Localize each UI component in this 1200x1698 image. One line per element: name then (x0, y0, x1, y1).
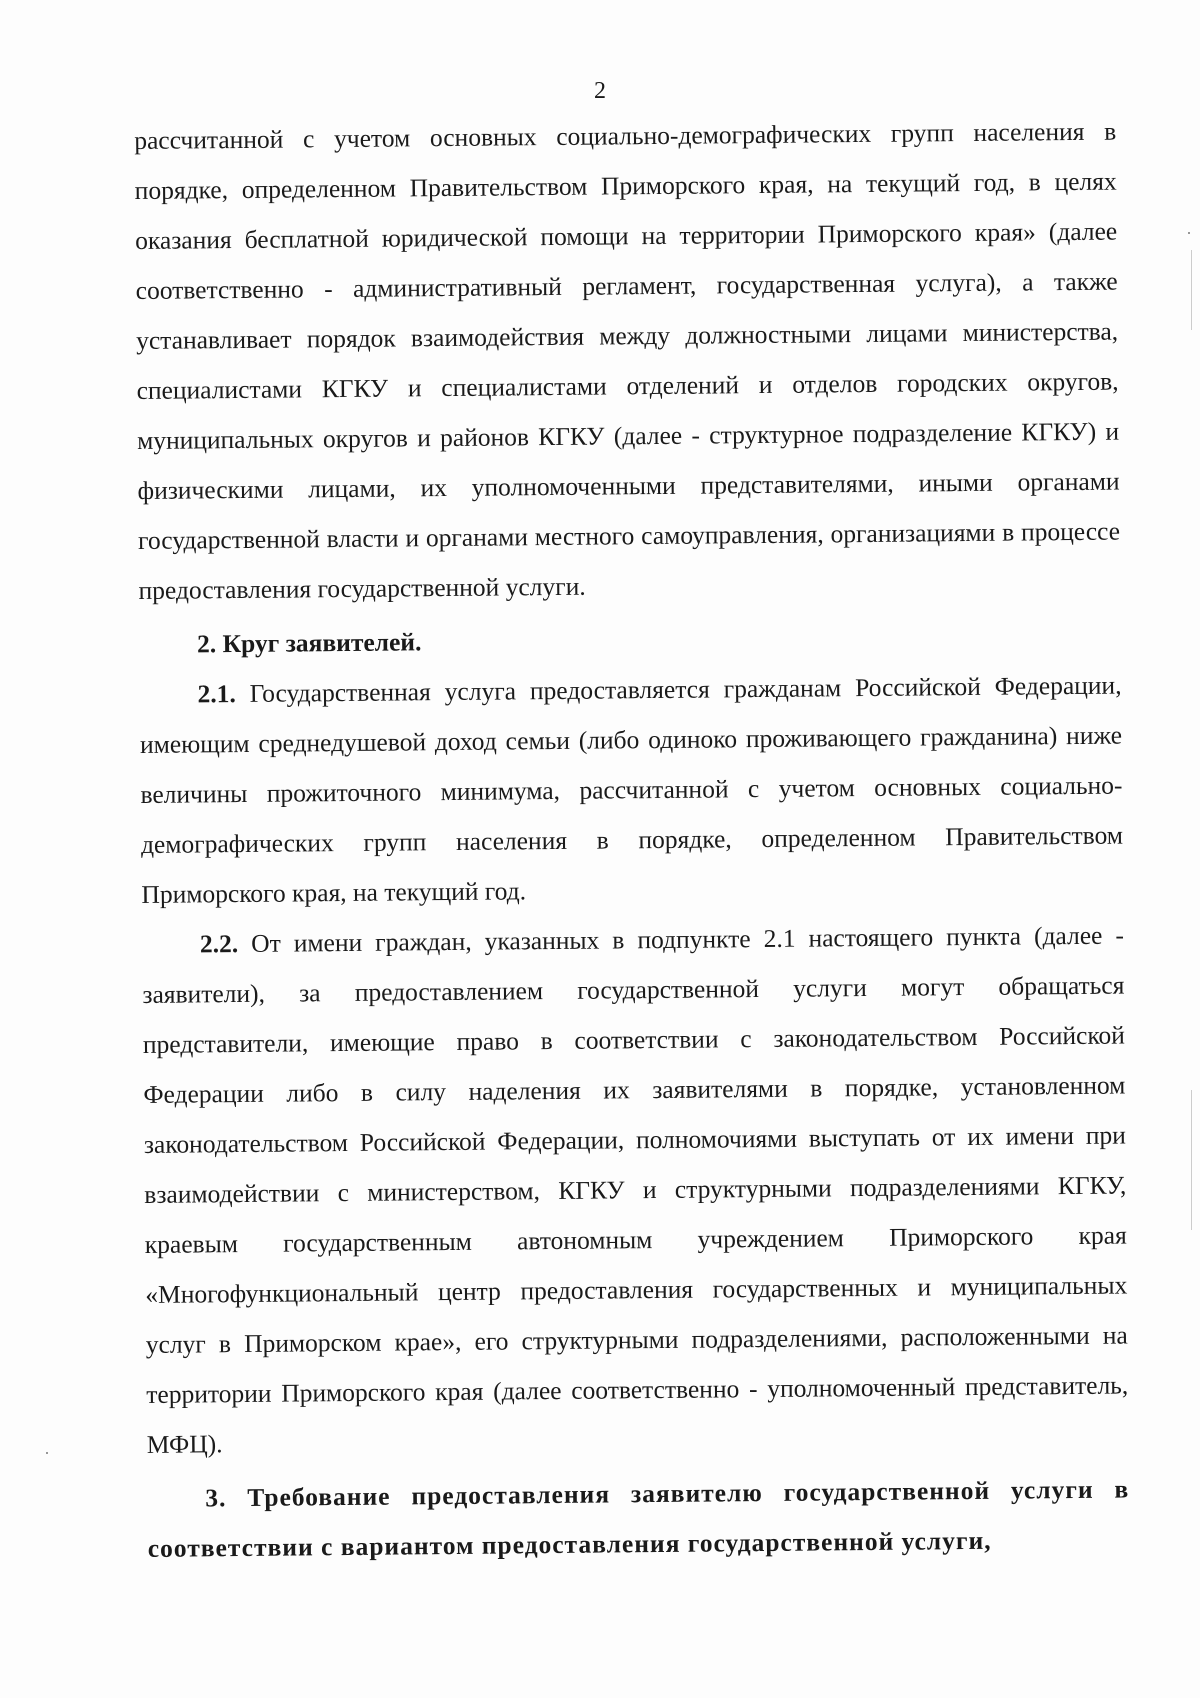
page-number: 2 (594, 78, 606, 104)
paragraph-2-2-number: 2.2. (199, 929, 239, 959)
scan-edge-mark (1191, 250, 1192, 330)
scan-speck (1188, 232, 1190, 234)
paragraph-2-2 (142, 911, 1129, 1470)
paragraph-2-2-text: От имени граждан, указанных в подпункте 2.1 настоящего пункта (далее - заявители), за предоставлением государственной услуги могут обращаться представители, имеющие право в соответствии с законодательством Российской Федерации либо в силу наделения их заявителями в порядке, установленном законодательством Российской Федерации, полномочиями выступать от их имени при взаимодействии с министерством, КГКУ и структурными подразделениями КГКУ, краевым государственным автономным учреждением Приморского края «Многофункциональный центр предоставления государственных и муниципальных услуг в Приморском крае», его структурными подразделениями, расположенными на территории Приморского края (далее соответственно - уполномоченный представитель, МФЦ). (142, 920, 1129, 1459)
section-heading-2: 2. Круг заявителей. (196, 627, 422, 659)
document-body (134, 107, 1130, 1574)
scan-speck (46, 1452, 48, 1454)
section-heading-3: 3. Требование предоставления заявителю государственной услуги в соответствии с вариантом предоставления государственной услуги, (147, 1474, 1130, 1563)
paragraph-continuation: рассчитанной с учетом основных социально-демографических групп населения в порядке, определенном Правительством Приморского края, на текущий год, в целях оказания бесплатной юридической помощи на территории Приморского края» (далее соответственно - административный регламент, государственная услуга), а также устанавливает порядок взаимодействия между должностными лицами министерства, специалистами КГКУ и специалистами отделений и отделов городских округов, муниципальных округов и районов КГКУ (далее - структурное подразделение КГКУ) и физическими лицами, их уполномоченными представителями, иными органами государственной власти и органами местного самоуправления, организациями в процессе предоставления государственной услуги. (134, 116, 1121, 605)
paragraph-2-1 (139, 661, 1123, 920)
paragraph-2-1-number: 2.1. (197, 679, 236, 709)
scan-edge-mark (1191, 1090, 1192, 1230)
paragraph-2-1-text: Государственная услуга предоставляется гражданам Российской Федерации, имеющим среднедушевой доход семьи (либо одиноко проживающего гражданина) ниже величины прожиточного минимума, рассчитанной с учетом основных социально-демографических групп населения в порядке, определенном Правительством Приморского края, на текущий год. (139, 670, 1124, 909)
